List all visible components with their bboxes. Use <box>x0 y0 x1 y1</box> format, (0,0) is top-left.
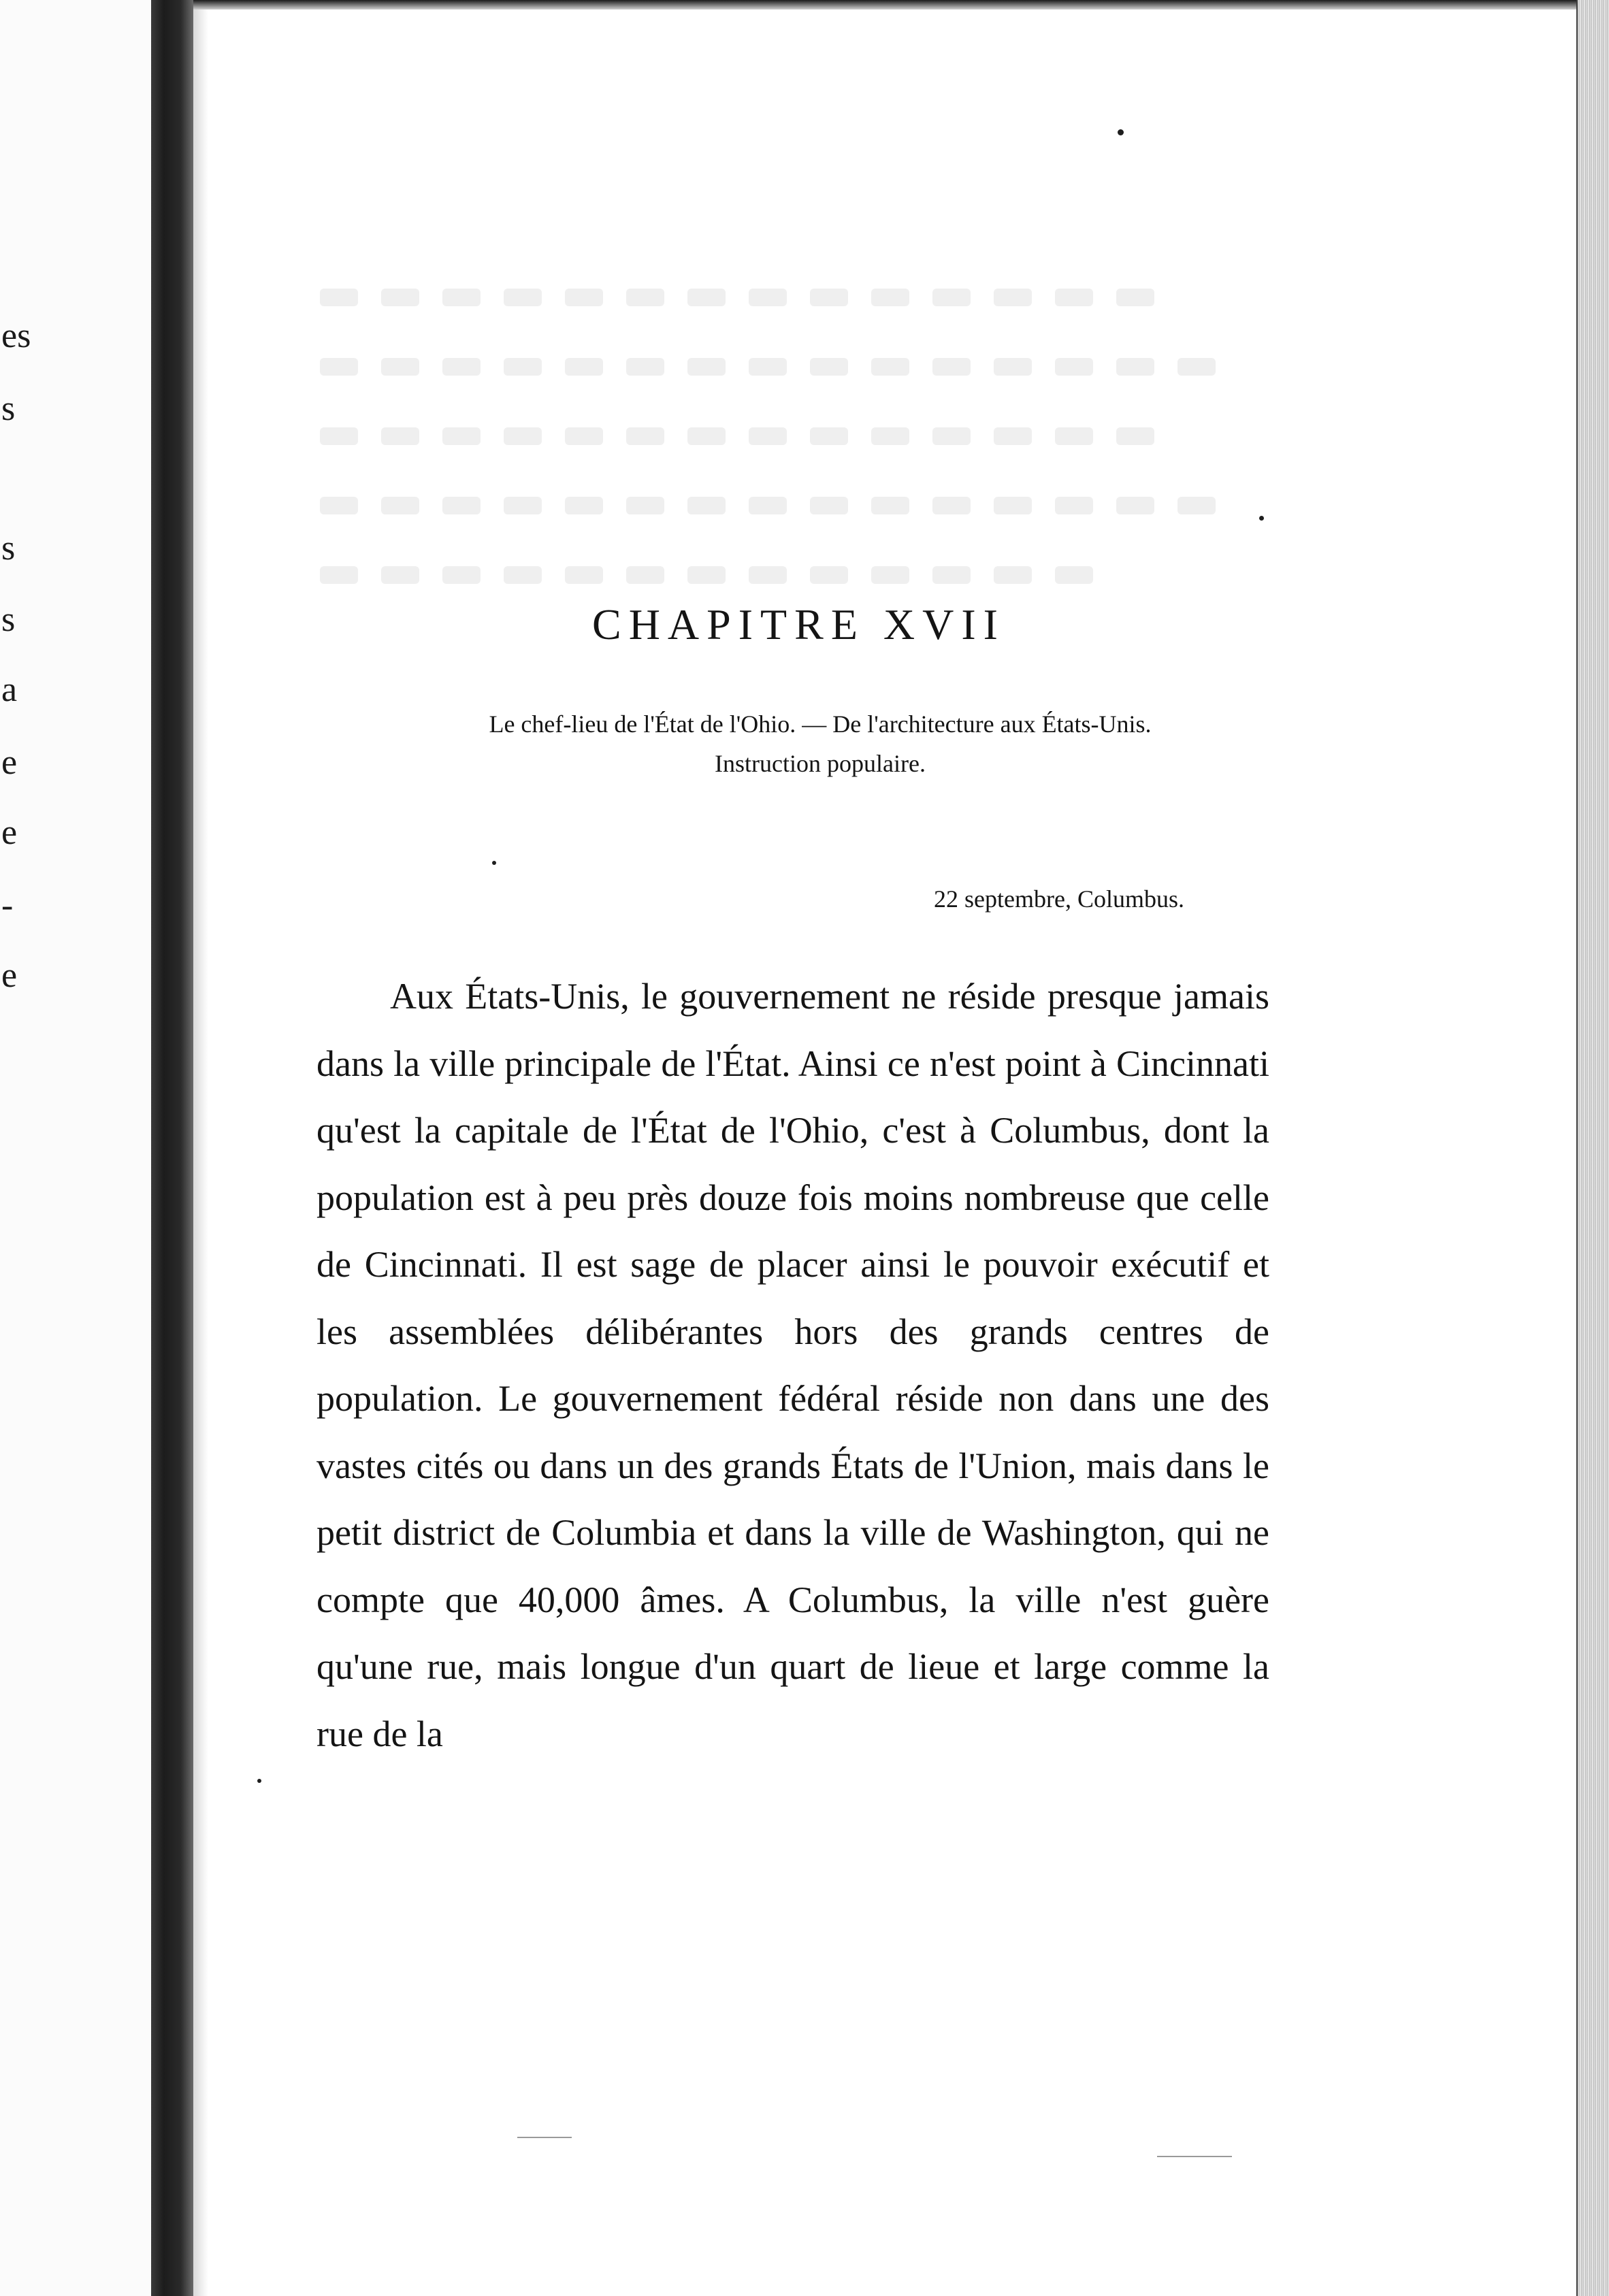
gutter-shadow <box>193 0 208 2296</box>
print-speck <box>492 861 496 865</box>
right-page-stack <box>1578 0 1609 2296</box>
left-fragment: s <box>1 600 16 639</box>
print-speck <box>1118 129 1124 135</box>
bleed-through-text <box>320 259 1286 606</box>
left-fragment: s <box>1 529 16 568</box>
paper-mark <box>1157 2156 1232 2157</box>
left-fragment: e <box>1 813 18 852</box>
chapter-title: CHAPITRE XVII <box>592 600 1005 649</box>
chapter-summary-line: Instruction populaire. <box>715 750 926 777</box>
left-fragment: e <box>1 743 18 782</box>
left-facing-page <box>0 0 151 2296</box>
book-gutter <box>151 0 193 2296</box>
left-fragment: a <box>1 670 18 709</box>
left-fragment: s <box>1 389 16 428</box>
dateline: 22 septembre, Columbus. <box>934 885 1184 913</box>
chapter-summary <box>381 704 1259 783</box>
left-fragment: e <box>1 956 18 995</box>
body-text <box>316 963 1269 1767</box>
print-speck <box>257 1779 261 1783</box>
left-page-text-fragments <box>0 0 151 2296</box>
left-fragment: es <box>1 316 31 355</box>
left-fragment: - <box>1 886 14 925</box>
paper-mark <box>517 2137 572 2138</box>
top-edge-shadow <box>193 0 1609 10</box>
body-paragraph: Aux États-Unis, le gouvernement ne réside presque jamais dans la ville principale de l'État. Ainsi ce n'est point à Cincinnati qu'est la capitale de l'État de l'Ohio, c'est à Columbus, dont la population est à peu près douze fois moins nombreuse que celle de Cincinnati. Il est sage de placer ainsi le pouvoir exécutif et les assemblées délibérantes hors des grands centres de population. Le gouvernement fédéral réside non dans une des vastes cités ou dans un des grands États de l'Union, mais dans le petit district de Columbia et dans la ville de Washington, qui ne compte que 40,000 âmes. A Columbus, la ville n'est guère qu'une rue, mais longue d'un quart de lieue et large comme la rue de la <box>316 976 1269 1754</box>
print-speck <box>1259 516 1264 521</box>
chapter-summary-line: Le chef-lieu de l'État de l'Ohio. — De l'architecture aux États-Unis. <box>489 710 1152 738</box>
